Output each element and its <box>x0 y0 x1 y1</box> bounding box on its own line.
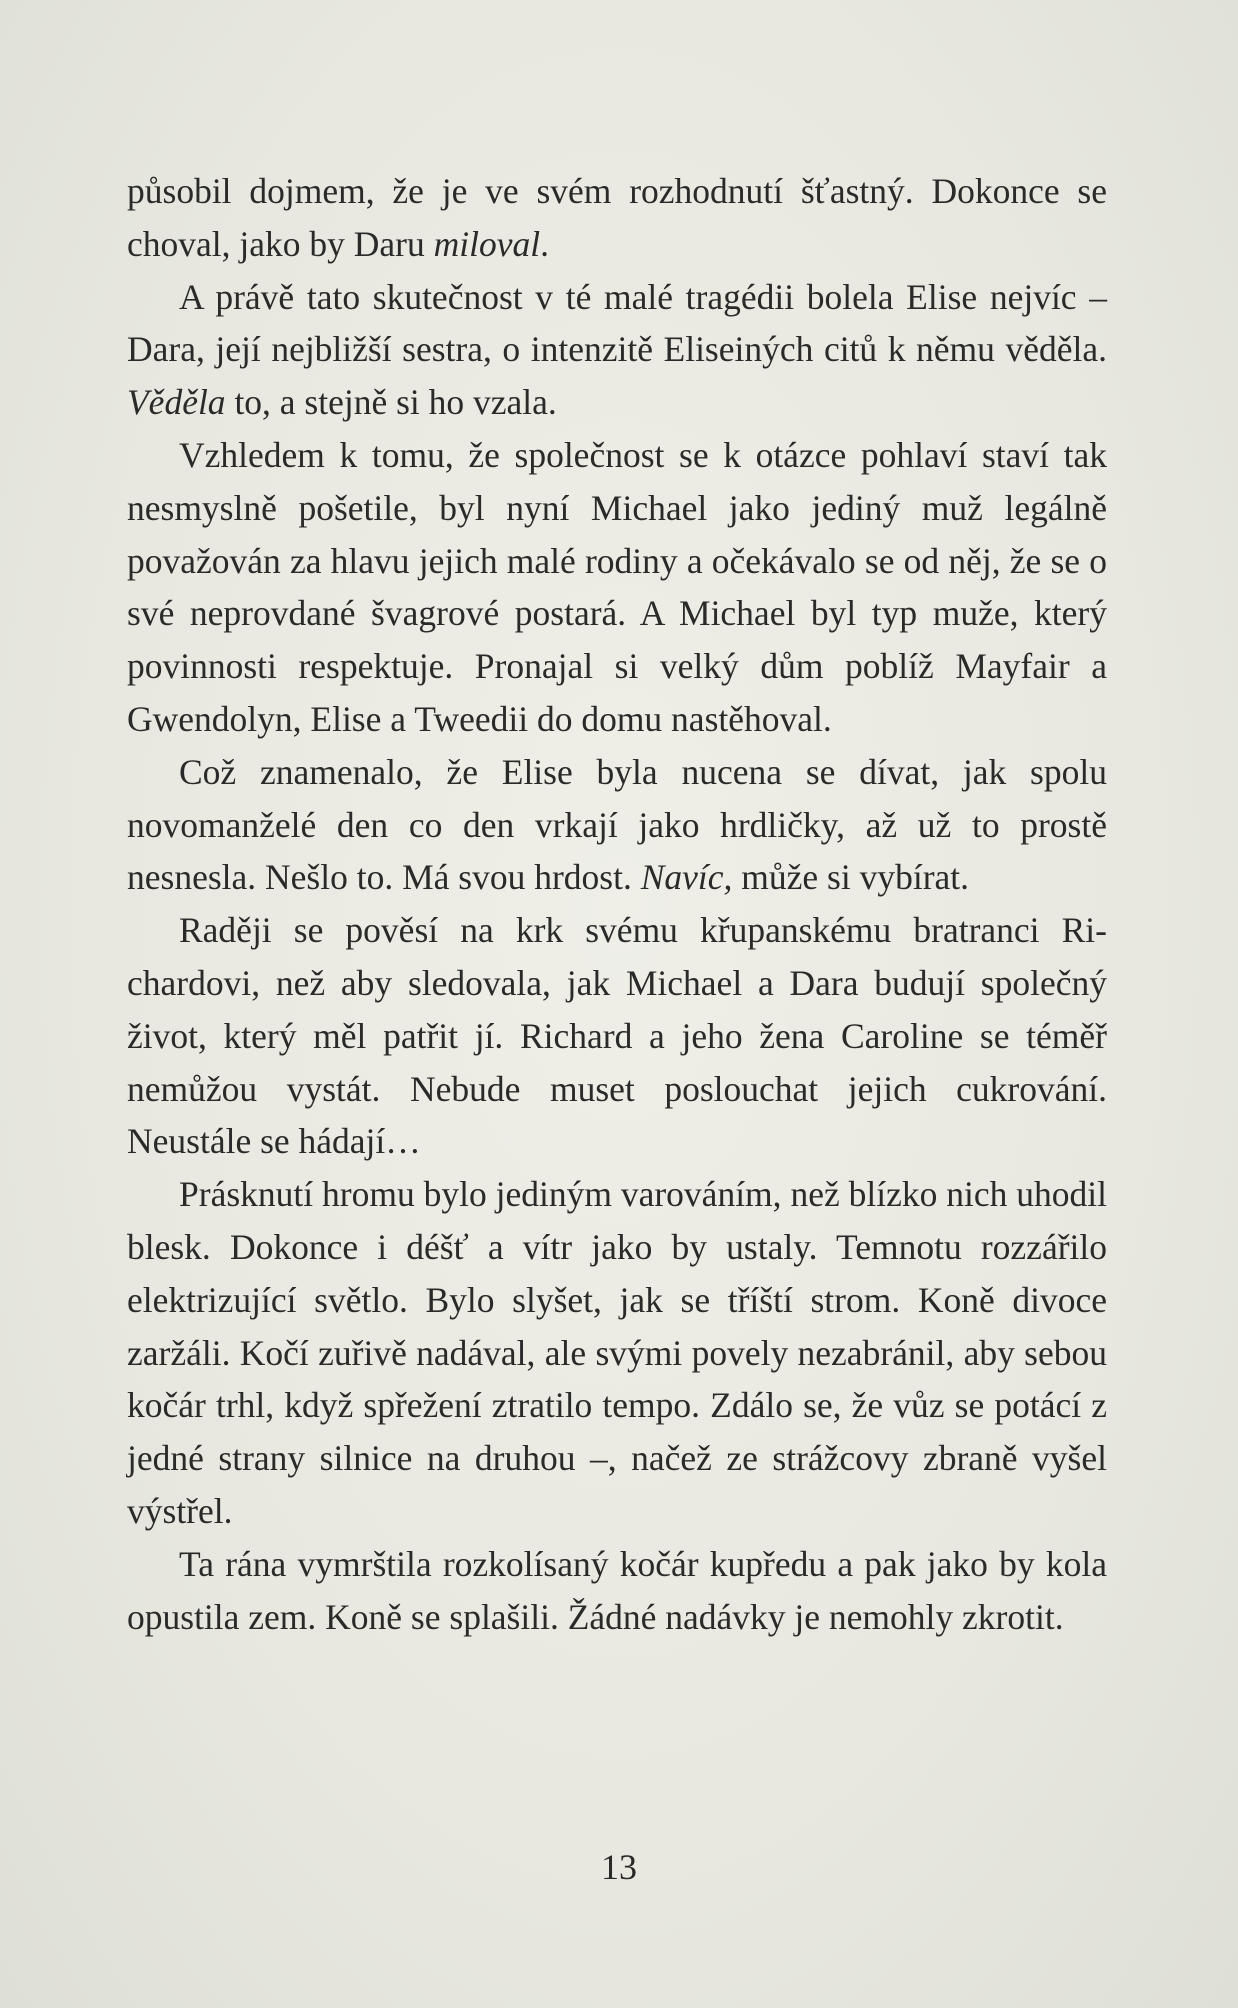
paragraph <box>127 904 1107 1168</box>
paragraph <box>127 271 1107 429</box>
paragraph <box>127 1168 1107 1538</box>
paragraph <box>127 165 1107 271</box>
paragraph <box>127 1538 1107 1644</box>
paragraph-text: Raději se pověsí na krk svému křupanskému bratranci Richardovi, než aby sledovala, jak Michael a Dara budují společný život, který měl patřit jí. Richard a jeho žena Caroline se téměř nemůžou vystát. Nebude muset poslouchat jejich cukrování. Neustále se hádají… <box>127 910 1107 1162</box>
paragraph-text: . <box>540 223 549 264</box>
paragraph-text: A právě tato skutečnost v té malé tragédii bolela Elise nejvíc – Dara, její nejbližší sestra, o intenzitě Eliseiných citů k němu věděla. <box>127 276 1107 370</box>
paragraph-text: může si vybírat. <box>732 857 970 898</box>
paragraph-text: Což znamenalo, že Elise byla nucena se dívat, jak spolu novomanželé den co den vrkají jako hrdličky, až už to prostě nesnesla. Nešlo to. Má svou hrdost. <box>127 751 1107 898</box>
italic-text: miloval <box>433 223 541 264</box>
paragraph <box>127 429 1107 746</box>
italic-text: Věděla <box>127 382 226 423</box>
italic-text: Navíc, <box>640 857 733 898</box>
paragraph-text: Vzhledem k tomu, že společnost se k otázce pohlaví staví tak nesmyslně pošetile, byl nyní Michael jako jediný muž legálně považován za hlavu jejich malé rodiny a očekávalo se od něj, že se o své neprovdané švagrové postará. A Michael byl typ muže, který povinnosti respektuje. Pronajal si velký dům poblíž Mayfair a Gwendolyn, Elise a Tweedii do domu nastěhoval. <box>127 434 1107 739</box>
body-text <box>127 165 1107 1643</box>
paragraph-text: Prásknutí hromu bylo jediným varováním, než blízko nich uhodil blesk. Dokonce i déšť a vítr jako by ustaly. Temnotu rozzářilo elektrizující světlo. Bylo slyšet, jak se tříští strom. Koně divoce zaržáli. Kočí zuřivě nadával, ale svými povely nezabránil, aby sebou kočár trhl, když spřežení ztratilo tempo. Zdálo se, že vůz se potácí z jedné strany silnice na druhou –, načež ze strážcovy zbraně vyšel výstřel. <box>127 1174 1107 1531</box>
paragraph-text: to, a stejně si ho vzala. <box>225 382 557 423</box>
paragraph <box>127 746 1107 904</box>
paragraph-text: Ta rána vymrštila rozkolísaný kočár kupředu a pak jako by kola opustila zem. Koně se splašili. Žádné nadávky je nemohly zkrotit. <box>127 1543 1107 1637</box>
page-number: 13 <box>601 1847 637 1887</box>
paragraph-text: působil dojmem, že je ve svém rozhodnutí šťastný. Dokonce se choval, jako by Daru <box>127 171 1107 264</box>
